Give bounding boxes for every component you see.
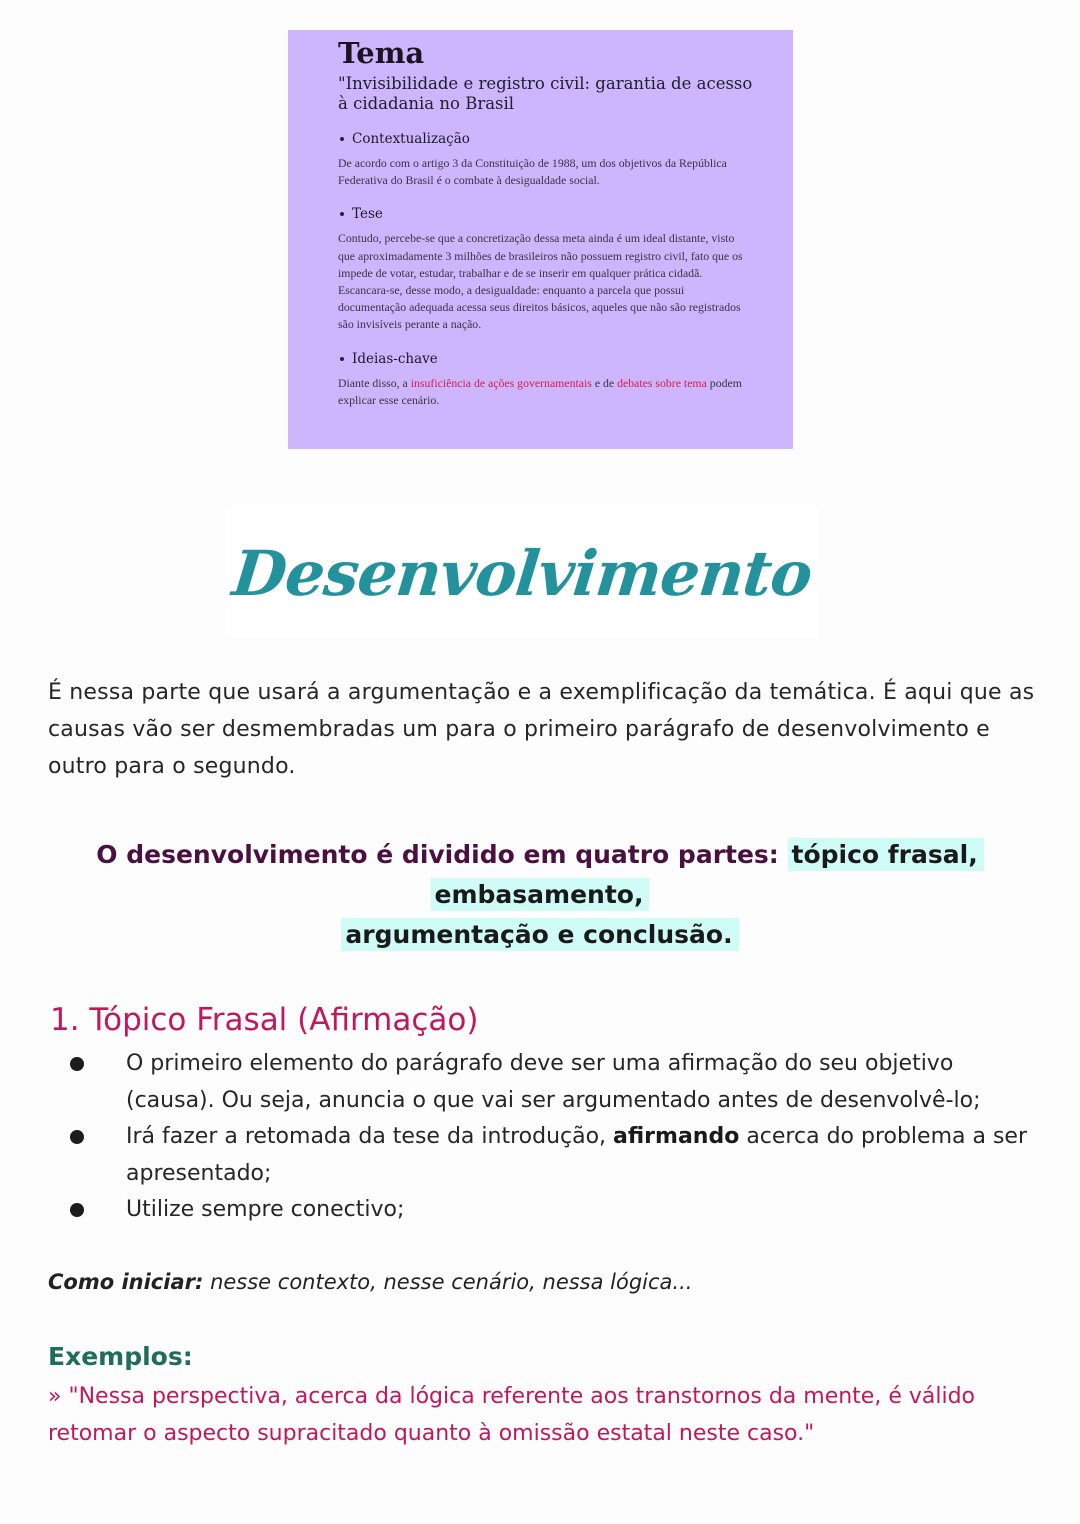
bold-keyword: afirmando (613, 1124, 740, 1149)
section-heading-banner (226, 508, 818, 638)
highlight-text: insuficiência de ações governamentais (410, 375, 592, 390)
bullet-icon (340, 357, 344, 361)
section-heading-title: Desenvolvimento (229, 536, 815, 610)
section-heading: Ideias-chave (352, 350, 438, 367)
section-tese (338, 205, 753, 333)
section-ideias-chave (338, 350, 753, 409)
bullet-icon (70, 1203, 84, 1217)
list-item-text: Irá fazer a retomada da tese da introdução, (126, 1124, 614, 1149)
section-text (338, 375, 753, 409)
division-statement (40, 835, 1040, 955)
list-item (48, 1192, 1038, 1229)
topic-title: 1. Tópico Frasal (Afirmação) (50, 1002, 479, 1038)
list-item (48, 1119, 1038, 1192)
list-item-text: Utilize sempre conectivo; (126, 1197, 405, 1222)
tema-title: Tema (338, 36, 425, 70)
highlight-parts-2: argumentação e conclusão. (341, 918, 738, 951)
how-to-start (48, 1265, 692, 1299)
bullet-icon (70, 1130, 84, 1144)
list-item-text: O primeiro elemento do parágrafo deve ser uma afirmação do seu objetivo (causa). Ou seja, anuncia o que vai ser argumentado antes de desenvolvê-lo; (126, 1051, 981, 1113)
bullet-icon (70, 1057, 84, 1071)
bullet-icon (340, 212, 344, 216)
intro-paragraph: É nessa parte que usará a argumentação e a exemplificação da temática. É aqui que as causas vão ser desmembradas um para o primeiro parágrafo de desenvolvimento e outro para o segundo. (48, 680, 1035, 779)
bullet-icon (340, 137, 344, 141)
how-to-start-text: nesse contexto, nesse cenário, nessa lógica... (203, 1270, 693, 1294)
topic-bullet-list (48, 1046, 1038, 1229)
example-quote-text: "Nessa perspectiva, acerca da lógica referente aos transtornos da mente, é válido retomar o aspecto supracitado quanto à omissão estatal neste caso." (48, 1384, 976, 1446)
chevron-right-double-icon: » (48, 1384, 62, 1409)
section-text: De acordo com o artigo 3 da Constituição de 1988, um dos objetivos da República Federativa do Brasil é o combate à desigualdade social. (338, 156, 727, 188)
how-to-start-label: Como iniciar: (48, 1270, 204, 1294)
highlight-text: debates sobre tema (617, 375, 707, 390)
list-item-text: acerca do problema a ser apresentado; (126, 1124, 1028, 1186)
division-lead: O desenvolvimento é dividido em quatro partes: (96, 840, 788, 869)
highlight-parts-1: tópico frasal, embasamento, (431, 838, 984, 911)
section-text: Contudo, percebe-se que a concretização dessa meta ainda é um ideal distante, visto que aproximadamente 3 milhões de brasileiros não possuem registro civil, fato que os impede de votar, estudar, trabalhar e de se inserir em qualquer prática cidadã. Escancara-se, desse modo, a desigualdade: enquanto a parcela que possui documentação adequada acessa seus direitos básicos, aqueles que não são registrados são invisíveis perante a nação. (338, 231, 743, 332)
section-heading: Tese (352, 206, 383, 223)
text-fragment: e de (591, 375, 618, 390)
section-heading: Contextualização (352, 131, 470, 147)
tema-subtitle: "Invisibilidade e registro civil: garantia de acesso à cidadania no Brasil (338, 74, 753, 113)
text-fragment: podem explicar esse cenário. (338, 375, 742, 407)
tema-card (288, 30, 793, 449)
text-fragment: Diante disso, a (338, 375, 411, 390)
section-contextualizacao (338, 130, 753, 189)
list-item (48, 1046, 1038, 1119)
example-quote (48, 1378, 1038, 1452)
examples-label: Exemplos: (48, 1342, 193, 1371)
